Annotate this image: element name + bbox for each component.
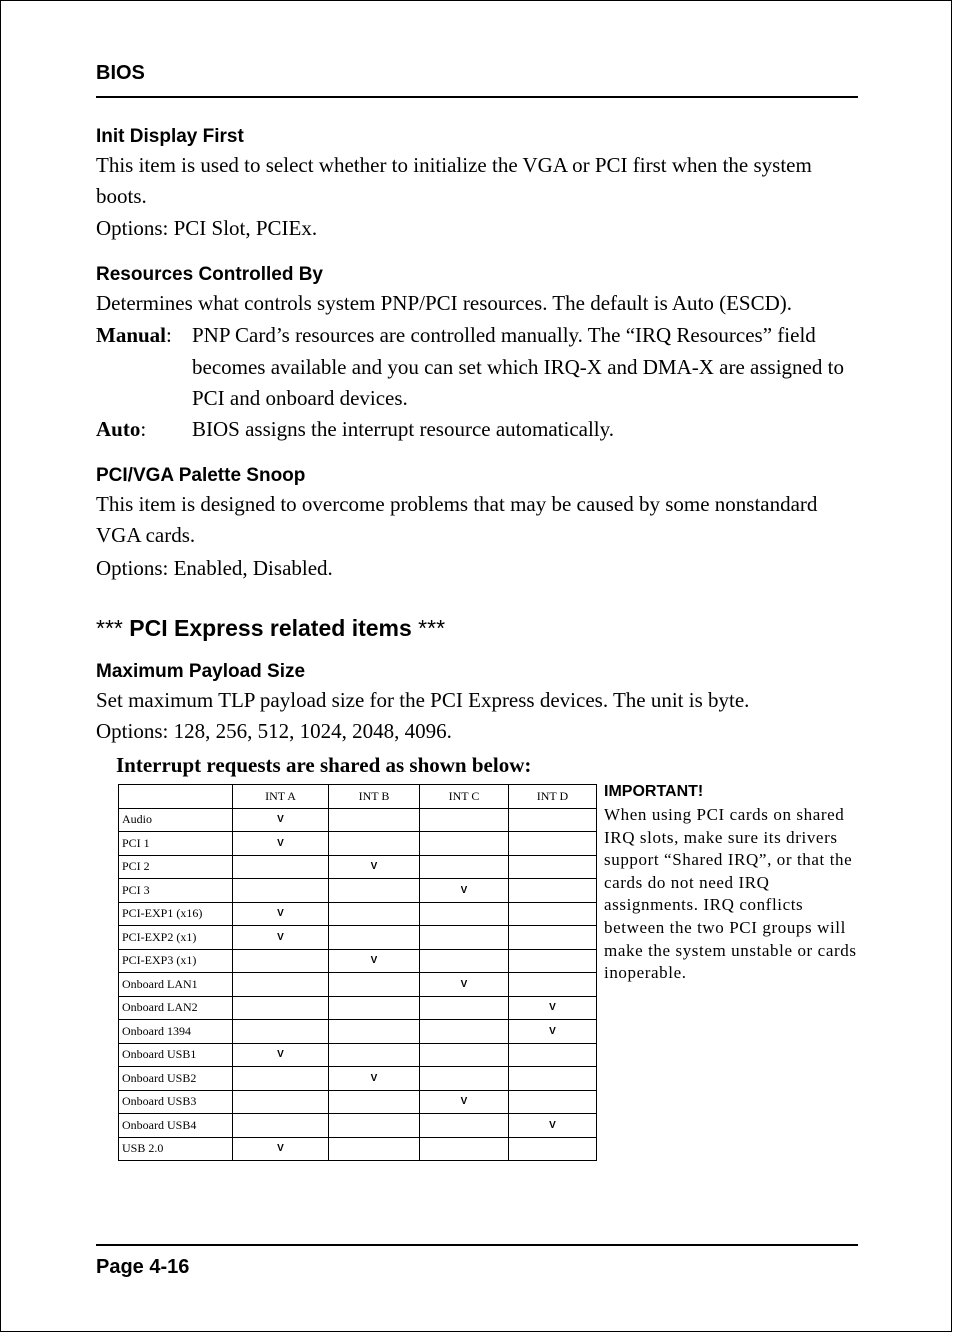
irq-device-name: Audio [119, 808, 233, 832]
irq-empty-cell [329, 1043, 420, 1067]
irq-device-name: USB 2.0 [119, 1137, 233, 1161]
irq-empty-cell [509, 1137, 597, 1161]
table-row [119, 1137, 597, 1161]
irq-header-int-a: INT A [233, 785, 329, 809]
auto-term-label: Auto [96, 417, 141, 441]
manual-term-label: Manual [96, 323, 167, 347]
irq-shared-mark: V [233, 1137, 329, 1161]
irq-empty-cell [420, 832, 509, 856]
table-row [119, 832, 597, 856]
auto-term: Auto: [96, 417, 147, 441]
irq-shared-mark: V [233, 926, 329, 950]
irq-empty-cell [509, 902, 597, 926]
irq-empty-cell [420, 949, 509, 973]
init-display-body: This item is used to select whether to initialize the VGA or PCI first when the system boots. [96, 153, 812, 208]
irq-empty-cell [329, 1020, 420, 1044]
header-title: BIOS [96, 62, 145, 84]
irq-header-row [119, 785, 597, 809]
irq-empty-cell [233, 855, 329, 879]
irq-empty-cell [329, 926, 420, 950]
irq-empty-cell [233, 973, 329, 997]
irq-shared-mark: V [233, 902, 329, 926]
irq-shared-mark: V [233, 808, 329, 832]
header-rule [96, 96, 858, 98]
table-row [119, 855, 597, 879]
heading-palette-snoop: PCI/VGA Palette Snoop [96, 465, 306, 486]
irq-shared-mark: V [329, 1067, 420, 1091]
irq-empty-cell [329, 1114, 420, 1138]
irq-empty-cell [509, 1043, 597, 1067]
irq-empty-cell [233, 1020, 329, 1044]
irq-empty-cell [329, 1090, 420, 1114]
pci-express-heading: PCI Express related items [129, 615, 412, 641]
irq-empty-cell [509, 1090, 597, 1114]
table-row [119, 808, 597, 832]
section-title-pci-express [96, 615, 445, 642]
table-row [119, 1020, 597, 1044]
irq-empty-cell [420, 1043, 509, 1067]
table-row [119, 902, 597, 926]
stars-left: *** [96, 615, 123, 641]
irq-table-title: Interrupt requests are shared as shown below: [116, 753, 532, 777]
stars-right: *** [418, 615, 446, 641]
table-row [119, 926, 597, 950]
irq-empty-cell [509, 973, 597, 997]
irq-empty-cell [420, 1137, 509, 1161]
auto-definition: BIOS assigns the interrupt resource automatically. [192, 417, 615, 441]
irq-empty-cell [233, 1067, 329, 1091]
irq-shared-mark: V [509, 1114, 597, 1138]
page-number: Page 4-16 [96, 1256, 190, 1278]
irq-header-int-b: INT B [329, 785, 420, 809]
irq-empty-cell [509, 949, 597, 973]
heading-resources-controlled-by: Resources Controlled By [96, 264, 323, 285]
irq-empty-cell [509, 832, 597, 856]
irq-device-name: Onboard LAN1 [119, 973, 233, 997]
irq-empty-cell [329, 808, 420, 832]
irq-empty-cell [329, 832, 420, 856]
table-row [119, 1114, 597, 1138]
irq-device-name: PCI-EXP2 (x1) [119, 926, 233, 950]
manual-term: Manual: [96, 323, 172, 347]
table-row [119, 949, 597, 973]
irq-device-name: PCI 2 [119, 855, 233, 879]
irq-shared-mark: V [329, 855, 420, 879]
irq-device-name: PCI 3 [119, 879, 233, 903]
irq-shared-mark: V [509, 996, 597, 1020]
irq-empty-cell [420, 902, 509, 926]
irq-shared-mark: V [509, 1020, 597, 1044]
irq-empty-cell [420, 1067, 509, 1091]
irq-empty-cell [329, 879, 420, 903]
irq-empty-cell [329, 1137, 420, 1161]
irq-empty-cell [329, 996, 420, 1020]
heading-maximum-payload-size: Maximum Payload Size [96, 661, 306, 682]
resources-body: Determines what controls system PNP/PCI resources. The default is Auto (ESCD). [96, 291, 793, 315]
palette-body: This item is designed to overcome problems that may be caused by some nonstandard VGA cards. [96, 492, 818, 547]
irq-device-name: PCI-EXP1 (x16) [119, 902, 233, 926]
irq-empty-cell [329, 973, 420, 997]
important-title: IMPORTANT! [604, 783, 704, 800]
irq-header-blank [119, 785, 233, 809]
irq-device-name: PCI-EXP3 (x1) [119, 949, 233, 973]
irq-empty-cell [420, 1114, 509, 1138]
table-row [119, 1043, 597, 1067]
irq-header-int-d: INT D [509, 785, 597, 809]
irq-empty-cell [509, 855, 597, 879]
payload-body: Set maximum TLP payload size for the PCI Express devices. The unit is byte. [96, 688, 750, 712]
irq-shared-mark: V [420, 973, 509, 997]
irq-device-name: Onboard LAN2 [119, 996, 233, 1020]
irq-empty-cell [420, 855, 509, 879]
irq-empty-cell [509, 926, 597, 950]
manual-definition: PNP Card’s resources are controlled manually. The “IRQ Resources” field becomes available and you can set which IRQ-X and DMA-X are assigned to PCI and onboard devices. [192, 323, 844, 410]
heading-init-display-first: Init Display First [96, 126, 244, 147]
table-row [119, 1090, 597, 1114]
irq-empty-cell [420, 1020, 509, 1044]
irq-empty-cell [420, 808, 509, 832]
irq-shared-mark: V [329, 949, 420, 973]
payload-options: Options: 128, 256, 512, 1024, 2048, 4096. [96, 719, 452, 743]
irq-empty-cell [233, 1090, 329, 1114]
table-row [119, 996, 597, 1020]
irq-device-name: Onboard USB1 [119, 1043, 233, 1067]
irq-empty-cell [420, 996, 509, 1020]
irq-header-int-c: INT C [420, 785, 509, 809]
important-body: When using PCI cards on shared IRQ slots, make sure its drivers support “Shared IRQ”, or that the cards do not need IRQ assignments. IRQ conflicts between the two PCI groups will make the system unstable or cards inoperable. [604, 805, 857, 983]
irq-device-name: Onboard USB3 [119, 1090, 233, 1114]
irq-empty-cell [509, 1067, 597, 1091]
irq-device-name: PCI 1 [119, 832, 233, 856]
irq-empty-cell [509, 879, 597, 903]
irq-empty-cell [420, 926, 509, 950]
palette-options: Options: Enabled, Disabled. [96, 556, 333, 580]
irq-empty-cell [329, 902, 420, 926]
irq-device-name: Onboard USB4 [119, 1114, 233, 1138]
footer-rule [96, 1244, 858, 1246]
irq-empty-cell [233, 996, 329, 1020]
irq-shared-mark: V [420, 1090, 509, 1114]
irq-shared-mark: V [233, 1043, 329, 1067]
table-row [119, 973, 597, 997]
irq-empty-cell [233, 879, 329, 903]
table-row [119, 1067, 597, 1091]
irq-empty-cell [233, 1114, 329, 1138]
irq-shared-mark: V [420, 879, 509, 903]
irq-device-name: Onboard 1394 [119, 1020, 233, 1044]
irq-empty-cell [509, 808, 597, 832]
init-display-options: Options: PCI Slot, PCIEx. [96, 216, 318, 240]
irq-table [118, 784, 597, 1161]
irq-empty-cell [233, 949, 329, 973]
table-row [119, 879, 597, 903]
irq-shared-mark: V [233, 832, 329, 856]
irq-device-name: Onboard USB2 [119, 1067, 233, 1091]
